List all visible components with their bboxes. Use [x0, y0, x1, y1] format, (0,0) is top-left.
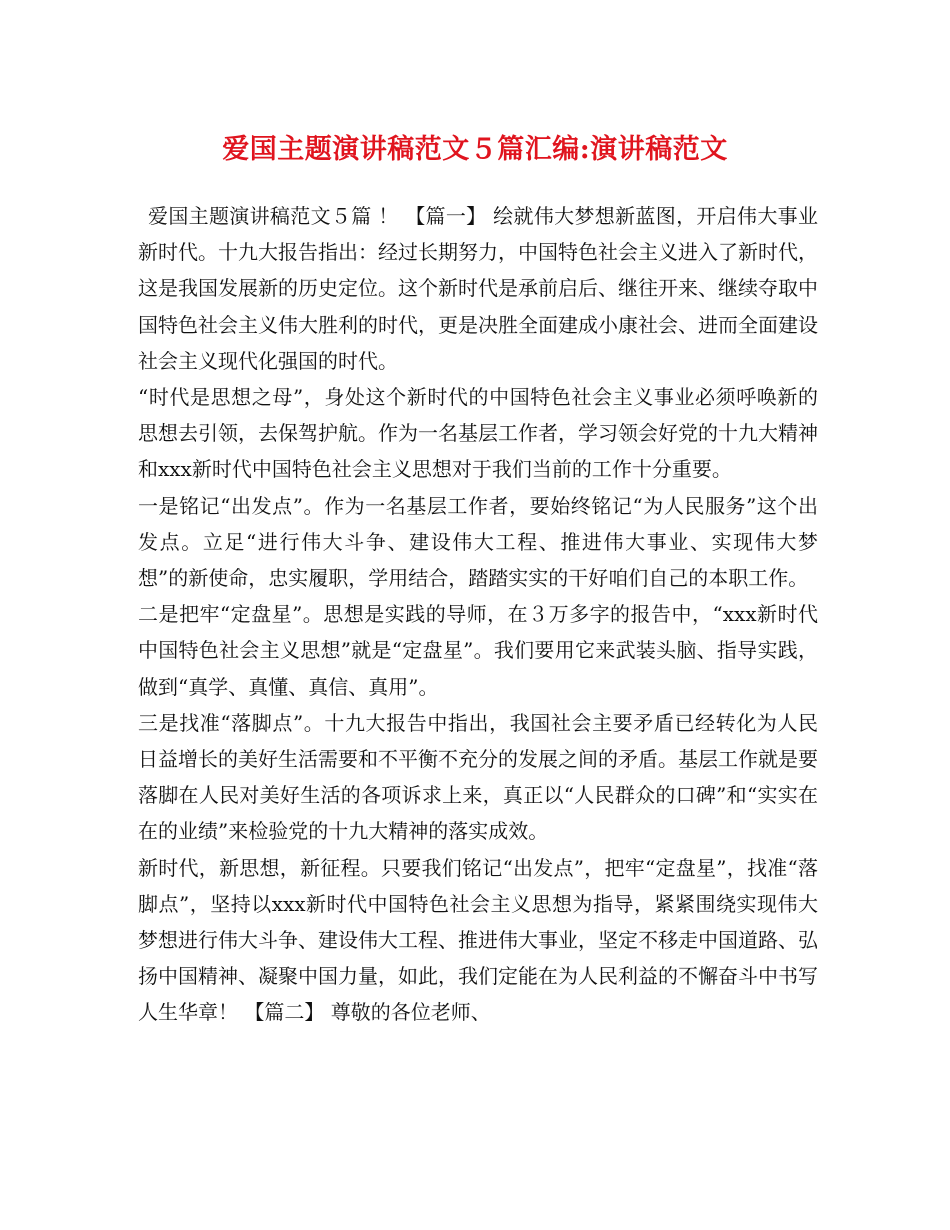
paragraph-point-two: 二是把牢“定盘星”。思想是实践的导师，在３万多字的报告中，“xxx新时代中国特色社会主义思想”就是“定盘星”。我们要用它来武装头脑、指导实践，做到“真学、真懂、真信、真用”。	[138, 602, 818, 699]
paragraph-era-thought: “时代是思想之母”，身处这个新时代的中国特色社会主义事业必须呼唤新的思想去引领，去保驾护航。作为一名基层工作者，学习领会好党的十九大精神和xxx新时代中国特色社会主义思想对于我们当前的工作十分重要。	[138, 385, 818, 482]
paragraph-conclusion: 新时代，新思想，新征程。只要我们铭记“出发点”，把牢“定盘星”，找准“落脚点”，坚持以xxx新时代中国特色社会主义思想为指导，紧紧围绕实现伟大梦想进行伟大斗争、建设伟大工程、推进伟大事业，坚定不移走中国道路、弘扬中国精神、凝聚中国力量，如此，我们定能在为人民利益的不懈奋斗中书写人生华章！ 【篇二】 尊敬的各位老师、	[138, 855, 818, 1025]
paragraph-point-three: 三是找准“落脚点”。十九大报告中指出，我国社会主要矛盾已经转化为人民日益增长的美好生活需要和不平衡不充分的发展之间的矛盾。基层工作就是要落脚在人民对美好生活的各项诉求上来，真正以“人民群众的口碑”和“实实在在的业绩”来检验党的十九大精神的落实成效。	[138, 710, 818, 844]
paragraph-point-one: 一是铭记“出发点”。作为一名基层工作者，要始终铭记“为人民服务”这个出发点。立足“进行伟大斗争、建设伟大工程、推进伟大事业、实现伟大梦想”的新使命，忠实履职，学用结合，踏踏实实的干好咱们自己的本职工作。	[138, 493, 818, 591]
document-title: 爱国主题演讲稿范文５篇汇编:演讲稿范文	[222, 134, 728, 165]
paragraph-intro: 爱国主题演讲稿范文５篇 ！ 【篇一】 绘就伟大梦想新蓝图，开启伟大事业新时代。十九大报告指出：经过长期努力，中国特色社会主义进入了新时代，这是我国发展新的历史定位。这个新时代是承前启后、继往开来、继续夺取中国特色社会主义伟大胜利的时代，更是决胜全面建成小康社会、进而全面建设社会主义现代化强国的时代。	[138, 204, 818, 373]
document-body	[138, 198, 818, 1031]
